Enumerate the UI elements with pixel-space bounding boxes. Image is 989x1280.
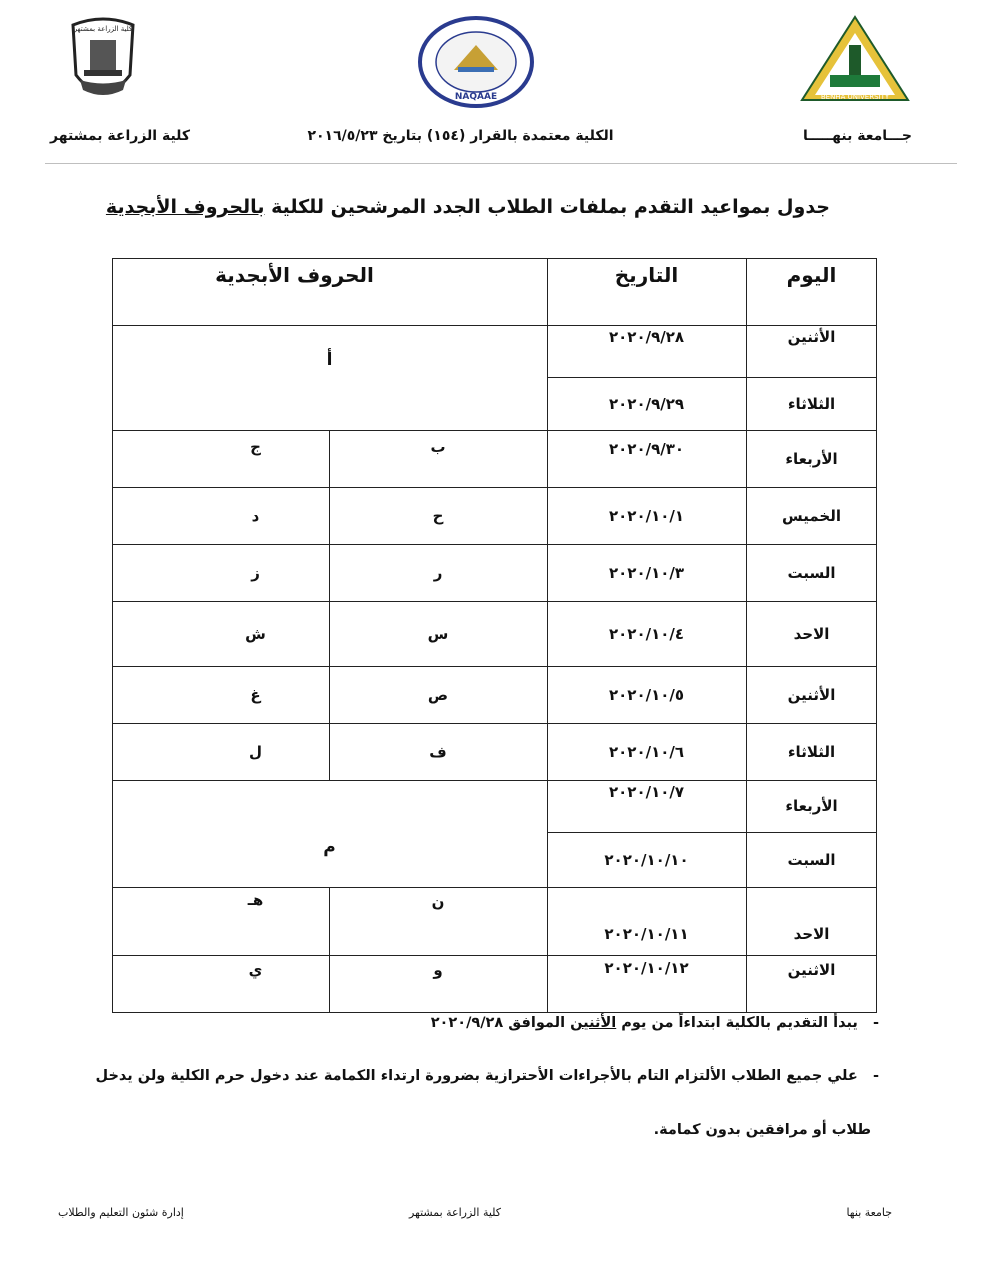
svg-text:BENHA UNIVERSITY: BENHA UNIVERSITY [820,93,890,101]
row-day: الثلاثاء [787,742,836,761]
row-letter-1: ر [433,563,443,582]
row-day: الأربعاء [785,797,838,815]
row-letter-2: ش [245,624,266,643]
merged-letter-first: أ [326,350,333,370]
row-date: ٢٠٢٠/٩/٢٩ [608,394,685,413]
svg-text:كلية الزراعة بمشتهر: كلية الزراعة بمشتهر [73,25,133,33]
row-date: ٢٠٢٠/٩/٢٨ [608,328,685,346]
row-day: الثلاثاء [787,394,836,413]
row-letter-2: ل [249,742,263,761]
note-start-date: - يبدأ التقديم بالكلية ابتداءاً من يوم الأثنين الموافق ٢٠٢٠/٩/٢٨ [430,1015,879,1031]
note-mask-requirement: - علي جميع الطلاب الألتزام التام بالأجراءات الأحترازية بضرورة ارتداء الكمامة عند دخول حرم الكلية ولن يدخل [95,1068,879,1084]
naqaae-logo [416,15,536,110]
row-date: ٢٠٢٠/١٠/١١ [604,925,689,943]
row-day: الاثنين [787,961,836,979]
page-title: جدول بمواعيد التقدم بملفات الطلاب الجدد المرشحين للكلية بالحروف الأبجدية [105,196,830,218]
header-day: اليوم [786,263,837,287]
row-date: ٢٠٢٠/١٠/٦ [608,742,685,761]
row-date: ٢٠٢٠/١٠/٣ [608,563,685,582]
benha-university-logo [800,15,910,105]
faculty-logo [68,15,138,110]
row-day: الخميس [782,506,841,525]
row-letter-2: هـ [247,891,264,909]
row-letter-1: ن [431,893,445,911]
row-day: الأربعاء [785,449,838,468]
row-letter-2: د [251,506,260,525]
row-letter-1: ف [429,742,447,761]
row-letter-1: ص [427,685,449,704]
row-date: ٢٠٢٠/٩/٣٠ [608,440,685,458]
row-day: الأثنين [787,685,836,704]
schedule-table [112,258,877,1012]
header-date: التاريخ [614,263,679,287]
row-date: ٢٠٢٠/١٠/٤ [608,624,685,643]
header-letters: الحروف الأبجدية [215,263,374,287]
row-letter-2: ج [250,438,261,456]
row-letter-1: ب [430,438,446,456]
footer-university: جامعة بنها [846,1206,892,1219]
header-faculty-name: كلية الزراعة بمشتهر [50,128,191,144]
row-day: السبت [787,563,836,582]
row-letter-2: ي [248,961,263,979]
row-letter-2: غ [250,685,261,704]
row-letter-1: و [433,961,443,979]
row-day: الأثنين [787,328,836,346]
header-accreditation: الكلية معتمدة بالقرار (١٥٤) بتاريخ ٢٠١٦/٥/٢٣ [307,128,614,144]
row-day: السبت [787,850,836,869]
note-bullet: - [857,1068,879,1084]
row-date: ٢٠٢٠/١٠/١٠ [604,850,689,869]
svg-text:NAQAAE: NAQAAE [454,92,498,102]
row-date: ٢٠٢٠/١٠/١ [608,506,685,525]
footer-faculty: كلية الزراعة بمشتهر [408,1206,502,1219]
row-day: الاحد [793,925,830,943]
header-university-name: جـــامعة بنهـــــا [802,128,912,144]
row-date: ٢٠٢٠/١٠/٥ [608,685,685,704]
row-date: ٢٠٢٠/١٠/١٢ [604,959,689,977]
row-letter-1: ح [432,506,444,525]
footer-department: إدارة شئون التعليم والطلاب [58,1206,184,1219]
row-letter-1: س [427,624,449,643]
row-letter-2: ز [251,563,260,582]
header-divider [45,163,957,164]
note-mask-requirement-cont: طلاب أو مرافقين بدون كمامة. [653,1122,871,1138]
row-day: الاحد [793,624,830,643]
row-date: ٢٠٢٠/١٠/٧ [608,783,685,801]
merged-letter-second: م [323,837,336,857]
note-bullet: - [857,1015,879,1031]
